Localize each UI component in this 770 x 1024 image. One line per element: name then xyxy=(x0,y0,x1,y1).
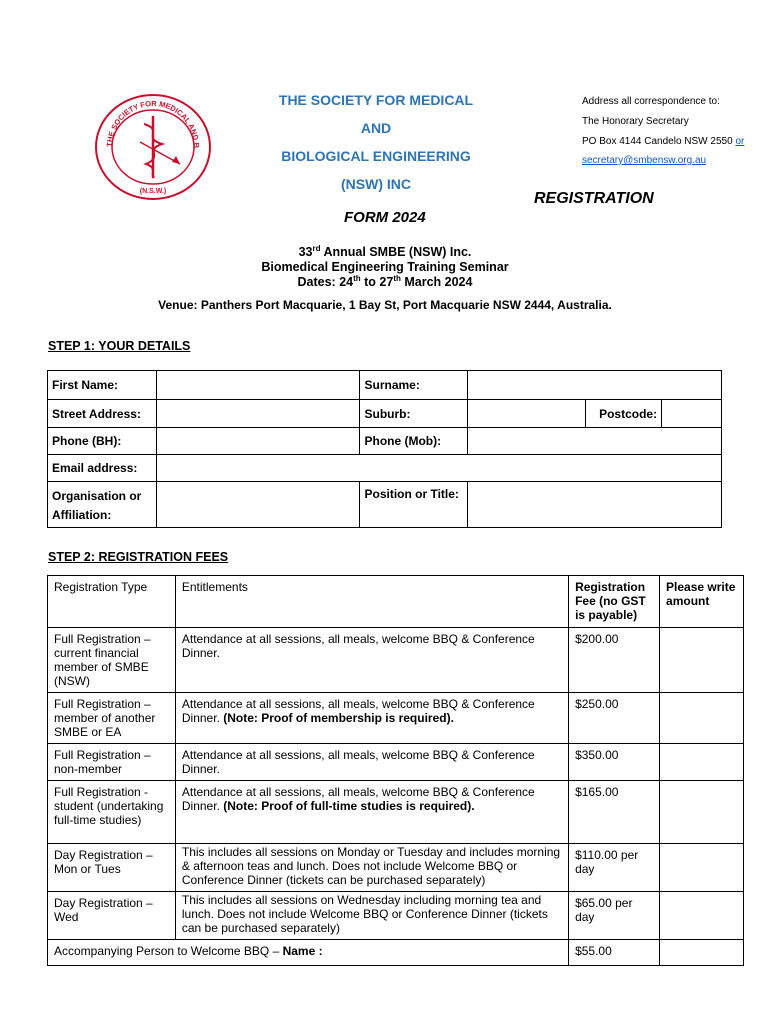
logo-text: THE SOCIETY FOR MEDICAL AND B xyxy=(104,98,202,149)
header-entitlements: Entitlements xyxy=(175,576,568,628)
seminar-name: Biomedical Engineering Training Seminar xyxy=(261,260,509,274)
org-name-line2: AND xyxy=(360,120,392,136)
logo-subtext: (N.S.W.) xyxy=(139,188,167,195)
seminar-dates: Dates: 24th to 27th March 2024 xyxy=(297,274,473,290)
accompany-amount-field[interactable] xyxy=(660,940,744,966)
row-fee: $200.00 xyxy=(569,628,660,693)
email-field[interactable] xyxy=(156,455,721,482)
form-title: FORM 2024 xyxy=(344,209,426,226)
row-fee: $350.00 xyxy=(569,744,660,781)
row-entitlements: Attendance at all sessions, all meals, welcome BBQ & Conference Dinner. xyxy=(175,744,568,781)
accompany-label: Accompanying Person to Welcome BBQ – Name : xyxy=(48,940,569,966)
amount-field[interactable] xyxy=(660,744,744,781)
address-po-box: PO Box 4144 Candelo NSW 2550 xyxy=(582,136,733,147)
accompany-fee: $55.00 xyxy=(569,940,660,966)
step2-heading: STEP 2: REGISTRATION FEES xyxy=(48,550,229,564)
position-label: Position or Title: xyxy=(360,482,468,528)
street-address-field[interactable] xyxy=(156,400,360,428)
row-fee: $110.00 per day xyxy=(569,844,660,892)
email-label: Email address: xyxy=(48,455,157,482)
row-entitlements: This includes all sessions on Wednesday including morning tea and lunch. Does not include Welcome BBQ or Conference Dinner (tickets can be purchased separately) xyxy=(175,892,568,940)
address-or: or xyxy=(735,136,745,147)
first-name-label: First Name: xyxy=(48,371,157,400)
svg-text:THE SOCIETY FOR MEDICAL AND BI xyxy=(92,92,201,149)
surname-field[interactable] xyxy=(468,371,722,400)
postcode-label: Postcode: xyxy=(586,400,662,428)
seminar-venue: Venue: Panthers Port Macquarie, 1 Bay St, Port Macquarie NSW 2444, Australia. xyxy=(158,298,612,312)
first-name-field[interactable] xyxy=(156,371,360,400)
postcode-field[interactable] xyxy=(662,400,722,428)
row-type: Full Registration – member of another SMBE or EA xyxy=(48,693,176,744)
row-fee: $65.00 per day xyxy=(569,892,660,940)
phone-bh-field[interactable] xyxy=(156,428,360,455)
registration-title: REGISTRATION xyxy=(534,190,654,207)
amount-field[interactable] xyxy=(660,781,744,844)
amount-field[interactable] xyxy=(660,892,744,940)
row-fee: $250.00 xyxy=(569,693,660,744)
address-line1: The Honorary Secretary xyxy=(582,116,689,127)
org-name-line1: THE SOCIETY FOR MEDICAL xyxy=(278,92,474,108)
accompany-row xyxy=(48,940,744,966)
header-amount: Please write amount xyxy=(660,576,744,628)
row-entitlements: Attendance at all sessions, all meals, welcome BBQ & Conference Dinner. (Note: Proof of full-time studies is required). xyxy=(175,781,568,844)
phone-mob-label: Phone (Mob): xyxy=(360,428,468,455)
address-intro: Address all correspondence to: xyxy=(582,96,720,107)
fees-table xyxy=(47,575,744,966)
fee-row xyxy=(48,744,744,781)
phone-mob-field[interactable] xyxy=(468,428,722,455)
org-name-line4: (NSW) INC xyxy=(341,176,411,192)
row-type: Day Registration – Wed xyxy=(48,892,176,940)
header-registration-type: Registration Type xyxy=(48,576,176,628)
amount-field[interactable] xyxy=(660,628,744,693)
organisation-label: Organisation or Affiliation: xyxy=(48,482,157,528)
org-name-line3: BIOLOGICAL ENGINEERING xyxy=(281,148,471,164)
suburb-label: Suburb: xyxy=(360,400,468,428)
row-entitlements: This includes all sessions on Monday or Tuesday and includes morning & afternoon teas and lunch. Does not include Welcome BBQ or Conference Dinner (tickets can be purchased separately) xyxy=(175,844,568,892)
row-entitlements: Attendance at all sessions, all meals, welcome BBQ & Conference Dinner. xyxy=(175,628,568,693)
row-type: Full Registration – current financial member of SMBE (NSW) xyxy=(48,628,176,693)
society-logo xyxy=(92,92,214,202)
organisation-field[interactable] xyxy=(156,482,360,528)
amount-field[interactable] xyxy=(660,844,744,892)
fee-row xyxy=(48,844,744,892)
seminar-annual: 33rd Annual SMBE (NSW) Inc. xyxy=(298,244,472,260)
row-type: Full Registration - student (undertaking full-time studies) xyxy=(48,781,176,844)
surname-label: Surname: xyxy=(360,371,468,400)
suburb-field[interactable] xyxy=(468,400,586,428)
header-fee: Registration Fee (no GST is payable) xyxy=(569,576,660,628)
address-line2 xyxy=(582,136,744,147)
street-address-label: Street Address: xyxy=(48,400,157,428)
row-type: Full Registration – non-member xyxy=(48,744,176,781)
details-table xyxy=(47,370,722,528)
row-entitlements: Attendance at all sessions, all meals, welcome BBQ & Conference Dinner. (Note: Proof of membership is required). xyxy=(175,693,568,744)
phone-bh-label: Phone (BH): xyxy=(48,428,157,455)
fee-row xyxy=(48,628,744,693)
secretary-email-link[interactable]: secretary@smbensw.org.au xyxy=(582,155,707,166)
fee-row xyxy=(48,892,744,940)
fee-row xyxy=(48,693,744,744)
fee-row xyxy=(48,781,744,844)
position-field[interactable] xyxy=(468,482,722,528)
step1-heading: STEP 1: YOUR DETAILS xyxy=(48,339,191,353)
amount-field[interactable] xyxy=(660,693,744,744)
row-fee: $165.00 xyxy=(569,781,660,844)
row-type: Day Registration – Mon or Tues xyxy=(48,844,176,892)
